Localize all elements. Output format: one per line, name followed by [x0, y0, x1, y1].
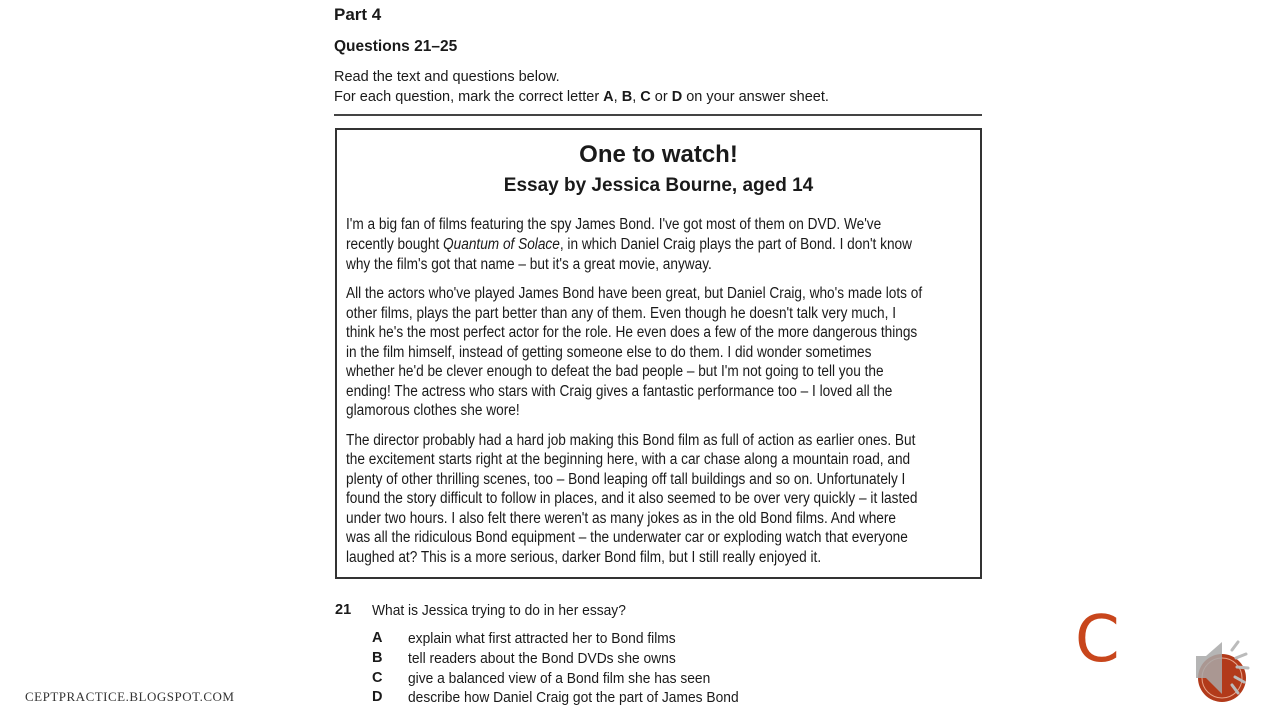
audio-speaker-icon[interactable]: [1192, 632, 1258, 711]
essay-line: other films, plays the part better than any of them. Even though he doesn't talk very much, I: [346, 305, 897, 322]
option-b: tell readers about the Bond DVDs she owns: [408, 650, 676, 667]
essay-line: glamorous clothes she wore!: [346, 402, 520, 419]
letter-d: D: [671, 89, 683, 105]
question-number: 21: [335, 602, 352, 618]
option-a: explain what first attracted her to Bond films: [408, 630, 676, 647]
essay-line: I'm a big fan of films featuring the spy James Bond. I've got most of them on DVD. We've: [346, 216, 882, 233]
instruction-text: For each question, mark the correct letter: [334, 89, 604, 105]
essay-line: found the story difficult to follow in places, and it also seemed to be over very quickly – it lasted: [346, 490, 918, 507]
essay-line: why the film's got that name – but it's a great movie, anyway.: [346, 256, 712, 273]
essay-subtitle: Essay by Jessica Bourne, aged 14: [503, 175, 814, 196]
essay-line: under two hours. I also felt there weren't as many jokes as in the old Bond films. And where: [346, 510, 897, 527]
sep: ,: [632, 89, 641, 105]
option-letter: C: [372, 670, 383, 686]
essay-title: One to watch!: [579, 141, 738, 168]
instruction-text: on your answer sheet.: [682, 89, 829, 105]
footer-site: CEPTPRACTICE.BLOGSPOT.COM: [25, 689, 235, 704]
essay-line: was all the ridiculous Bond equipment – the underwater car or exploding watch that everyone: [346, 529, 908, 546]
letter-c: C: [640, 89, 651, 105]
essay-line: ending! The actress who stars with Craig gives a fantastic performance too – I loved all the: [346, 383, 893, 400]
instruction-line-1: Read the text and questions below.: [334, 69, 560, 85]
text: , in which Daniel Craig plays the part of Bond. I don't know: [559, 236, 912, 253]
essay-line: All the actors who've played James Bond have been great, but Daniel Craig, who's made lots of: [346, 285, 923, 302]
part-heading: Part 4: [334, 5, 382, 24]
essay-line: laughed at? This is a more serious, darker Bond film, but I still really enjoyed it.: [346, 549, 822, 566]
essay-line: whether he'd be clever enough to defeat the bad people – but I'm not going to tell you the: [346, 363, 884, 380]
questions-heading: Questions 21–25: [334, 38, 458, 55]
divider: [334, 114, 982, 116]
essay-line: plenty of other thrilling scenes, too – Bond leaping off tall buildings and so on. Unfortunately I: [346, 471, 906, 488]
sep: ,: [613, 89, 622, 105]
option-c: give a balanced view of a Bond film she has seen: [408, 670, 711, 687]
answer-letter: C: [1075, 603, 1120, 677]
essay-line: The director probably had a hard job making this Bond film as full of action as earlier ones. But: [346, 432, 916, 449]
letter-a: A: [603, 89, 614, 105]
option-d: describe how Daniel Craig got the part of James Bond: [408, 689, 739, 706]
essay-line: think he's the most perfect actor for the role. He even does a few of the more dangerous things: [346, 324, 918, 341]
essay-line: in the film himself, instead of getting someone else to do them. I did wonder sometimes: [346, 344, 872, 361]
essay-line: [346, 236, 912, 254]
question-text: What is Jessica trying to do in her essay?: [372, 602, 626, 619]
instruction-line-2: [334, 89, 829, 105]
option-letter: A: [372, 630, 383, 646]
text: recently bought: [346, 236, 444, 253]
option-letter: B: [372, 650, 383, 666]
option-letter: D: [372, 689, 383, 705]
film-title: Quantum of Solace: [443, 236, 560, 253]
sep: or: [650, 89, 672, 105]
essay-line: the excitement starts right at the beginning here, with a car chase along a mountain road, and: [346, 451, 911, 468]
letter-b: B: [621, 89, 633, 105]
